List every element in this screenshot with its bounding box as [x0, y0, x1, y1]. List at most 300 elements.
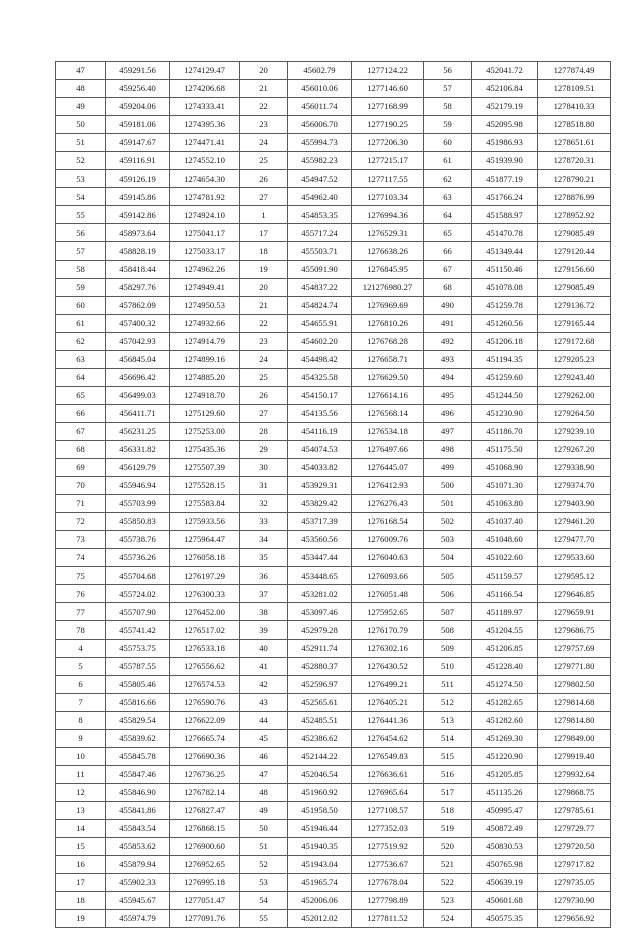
point-id-c-cell: 506 — [424, 585, 472, 603]
point-id-a-cell: 61 — [56, 314, 106, 332]
y-coord-b-cell: 1276549.83 — [352, 747, 424, 765]
y-coord-c-cell: 1278720.31 — [538, 152, 611, 170]
table-row — [56, 838, 611, 856]
table-row — [56, 206, 611, 224]
point-id-b-cell: 22 — [240, 98, 288, 116]
point-id-a-cell: 52 — [56, 152, 106, 170]
point-id-b-cell: 1 — [240, 206, 288, 224]
y-coord-c-cell: 1279264.50 — [538, 404, 611, 422]
point-id-a-cell: 56 — [56, 224, 106, 242]
table-row — [56, 856, 611, 874]
y-coord-b-cell: 1276170.79 — [352, 621, 424, 639]
y-coord-c-cell: 1279814.80 — [538, 711, 611, 729]
y-coord-b-cell: 1276845.95 — [352, 260, 424, 278]
y-coord-b-cell: 1277215.17 — [352, 152, 424, 170]
x-coord-a-cell: 455703.99 — [106, 495, 170, 513]
x-coord-a-cell: 455850.83 — [106, 513, 170, 531]
point-id-c-cell: 507 — [424, 603, 472, 621]
y-coord-c-cell: 1279403.90 — [538, 495, 611, 513]
x-coord-b-cell: 453560.56 — [288, 531, 352, 549]
y-coord-a-cell: 1276868.15 — [170, 819, 240, 837]
y-coord-c-cell: 1278109.51 — [538, 80, 611, 98]
y-coord-c-cell: 1279849.00 — [538, 729, 611, 747]
y-coord-c-cell: 1279267.20 — [538, 440, 611, 458]
x-coord-a-cell: 456231.25 — [106, 422, 170, 440]
x-coord-b-cell: 451940.35 — [288, 838, 352, 856]
y-coord-b-cell: 1276614.16 — [352, 386, 424, 404]
y-coord-c-cell: 1279757.69 — [538, 639, 611, 657]
y-coord-a-cell: 1274333.41 — [170, 98, 240, 116]
point-id-b-cell: 41 — [240, 657, 288, 675]
x-coord-b-cell: 454962.40 — [288, 188, 352, 206]
x-coord-b-cell: 456010.06 — [288, 80, 352, 98]
y-coord-c-cell: 1278952.92 — [538, 206, 611, 224]
y-coord-a-cell: 1276622.09 — [170, 711, 240, 729]
y-coord-a-cell: 1276556.62 — [170, 657, 240, 675]
table-row — [56, 368, 611, 386]
y-coord-a-cell: 1274129.47 — [170, 62, 240, 80]
point-id-b-cell: 32 — [240, 495, 288, 513]
y-coord-b-cell: 1276534.18 — [352, 422, 424, 440]
y-coord-b-cell: 1276040.63 — [352, 549, 424, 567]
y-coord-c-cell: 1279730.90 — [538, 892, 611, 910]
point-id-b-cell: 44 — [240, 711, 288, 729]
x-coord-c-cell: 451189.97 — [472, 603, 538, 621]
x-coord-c-cell: 451282.60 — [472, 711, 538, 729]
table-row — [56, 513, 611, 531]
point-id-a-cell: 5 — [56, 657, 106, 675]
y-coord-c-cell: 1279932.64 — [538, 765, 611, 783]
point-id-a-cell: 48 — [56, 80, 106, 98]
x-coord-a-cell: 455843.54 — [106, 819, 170, 837]
table-row — [56, 350, 611, 368]
x-coord-c-cell: 450601.68 — [472, 892, 538, 910]
table-row — [56, 567, 611, 585]
y-coord-a-cell: 1276058.18 — [170, 549, 240, 567]
x-coord-b-cell: 454074.53 — [288, 440, 352, 458]
x-coord-c-cell: 450872.49 — [472, 819, 538, 837]
y-coord-b-cell: 1277190.25 — [352, 116, 424, 134]
point-id-b-cell: 25 — [240, 152, 288, 170]
point-id-b-cell: 43 — [240, 693, 288, 711]
point-id-a-cell: 12 — [56, 783, 106, 801]
y-coord-b-cell: 1277146.60 — [352, 80, 424, 98]
x-coord-a-cell: 455724.02 — [106, 585, 170, 603]
table-row — [56, 170, 611, 188]
y-coord-c-cell: 1279595.12 — [538, 567, 611, 585]
x-coord-c-cell: 451260.56 — [472, 314, 538, 332]
table-row — [56, 477, 611, 495]
point-id-b-cell: 54 — [240, 892, 288, 910]
x-coord-a-cell: 455839.62 — [106, 729, 170, 747]
table-row — [56, 224, 611, 242]
point-id-a-cell: 53 — [56, 170, 106, 188]
y-coord-a-cell: 1276782.14 — [170, 783, 240, 801]
x-coord-c-cell: 450830.53 — [472, 838, 538, 856]
y-coord-a-cell: 1274552.10 — [170, 152, 240, 170]
x-coord-a-cell: 455879.94 — [106, 856, 170, 874]
y-coord-c-cell: 1279659.91 — [538, 603, 611, 621]
point-id-c-cell: 524 — [424, 910, 472, 928]
x-coord-a-cell: 456845.04 — [106, 350, 170, 368]
x-coord-b-cell: 454824.74 — [288, 296, 352, 314]
x-coord-a-cell: 459291.56 — [106, 62, 170, 80]
y-coord-a-cell: 1275435.36 — [170, 440, 240, 458]
y-coord-c-cell: 1278876.99 — [538, 188, 611, 206]
x-coord-a-cell: 456411.71 — [106, 404, 170, 422]
y-coord-c-cell: 1279868.75 — [538, 783, 611, 801]
x-coord-a-cell: 455946.94 — [106, 477, 170, 495]
point-id-b-cell: 31 — [240, 477, 288, 495]
x-coord-a-cell: 459126.19 — [106, 170, 170, 188]
point-id-c-cell: 68 — [424, 278, 472, 296]
x-coord-b-cell: 452485.51 — [288, 711, 352, 729]
y-coord-c-cell: 1279461.20 — [538, 513, 611, 531]
point-id-a-cell: 75 — [56, 567, 106, 585]
point-id-a-cell: 17 — [56, 874, 106, 892]
x-coord-c-cell: 452106.84 — [472, 80, 538, 98]
point-id-b-cell: 23 — [240, 116, 288, 134]
x-coord-a-cell: 459147.67 — [106, 134, 170, 152]
y-coord-a-cell: 1275041.17 — [170, 224, 240, 242]
y-coord-b-cell: 1276638.26 — [352, 242, 424, 260]
table-row — [56, 892, 611, 910]
x-coord-a-cell: 455902.33 — [106, 874, 170, 892]
y-coord-c-cell: 1279771.80 — [538, 657, 611, 675]
point-id-c-cell: 62 — [424, 170, 472, 188]
point-id-b-cell: 24 — [240, 350, 288, 368]
point-id-a-cell: 62 — [56, 332, 106, 350]
point-id-a-cell: 67 — [56, 422, 106, 440]
point-id-c-cell: 522 — [424, 874, 472, 892]
point-id-b-cell: 19 — [240, 260, 288, 278]
point-id-b-cell: 30 — [240, 459, 288, 477]
x-coord-c-cell: 451135.26 — [472, 783, 538, 801]
y-coord-c-cell: 1279720.50 — [538, 838, 611, 856]
point-id-a-cell: 71 — [56, 495, 106, 513]
y-coord-c-cell: 1279120.44 — [538, 242, 611, 260]
x-coord-c-cell: 451877.19 — [472, 170, 538, 188]
table-row — [56, 729, 611, 747]
point-id-c-cell: 495 — [424, 386, 472, 404]
x-coord-b-cell: 454853.35 — [288, 206, 352, 224]
y-coord-a-cell: 1276736.25 — [170, 765, 240, 783]
point-id-a-cell: 11 — [56, 765, 106, 783]
point-id-b-cell: 47 — [240, 765, 288, 783]
point-id-b-cell: 38 — [240, 603, 288, 621]
point-id-c-cell: 518 — [424, 801, 472, 819]
x-coord-b-cell: 452979.28 — [288, 621, 352, 639]
y-coord-b-cell: 1276658.71 — [352, 350, 424, 368]
point-id-a-cell: 4 — [56, 639, 106, 657]
point-id-a-cell: 15 — [56, 838, 106, 856]
y-coord-c-cell: 1279172.68 — [538, 332, 611, 350]
x-coord-c-cell: 451220.90 — [472, 747, 538, 765]
point-id-a-cell: 72 — [56, 513, 106, 531]
y-coord-b-cell: 1277798.89 — [352, 892, 424, 910]
x-coord-b-cell: 454150.17 — [288, 386, 352, 404]
y-coord-a-cell: 1274962.26 — [170, 260, 240, 278]
y-coord-c-cell: 1279717.82 — [538, 856, 611, 874]
point-id-c-cell: 59 — [424, 116, 472, 134]
point-id-c-cell: 496 — [424, 404, 472, 422]
point-id-a-cell: 64 — [56, 368, 106, 386]
x-coord-b-cell: 454602.20 — [288, 332, 352, 350]
y-coord-a-cell: 1277051.47 — [170, 892, 240, 910]
point-id-c-cell: 509 — [424, 639, 472, 657]
x-coord-c-cell: 451259.60 — [472, 368, 538, 386]
point-id-b-cell: 18 — [240, 242, 288, 260]
table-row — [56, 531, 611, 549]
y-coord-c-cell: 1278518.80 — [538, 116, 611, 134]
point-id-c-cell: 519 — [424, 819, 472, 837]
x-coord-a-cell: 459142.86 — [106, 206, 170, 224]
x-coord-b-cell: 452006.06 — [288, 892, 352, 910]
x-coord-a-cell: 455736.26 — [106, 549, 170, 567]
y-coord-a-cell: 1274885.20 — [170, 368, 240, 386]
table-row — [56, 675, 611, 693]
table-row — [56, 260, 611, 278]
point-id-c-cell: 516 — [424, 765, 472, 783]
x-coord-c-cell: 451206.18 — [472, 332, 538, 350]
point-id-c-cell: 64 — [424, 206, 472, 224]
y-coord-b-cell: 1276497.66 — [352, 440, 424, 458]
point-id-b-cell: 25 — [240, 368, 288, 386]
x-coord-a-cell: 456696.42 — [106, 368, 170, 386]
x-coord-b-cell: 452911.74 — [288, 639, 352, 657]
point-id-b-cell: 22 — [240, 314, 288, 332]
x-coord-a-cell: 459181.06 — [106, 116, 170, 134]
y-coord-a-cell: 1275964.47 — [170, 531, 240, 549]
x-coord-b-cell: 454033.82 — [288, 459, 352, 477]
y-coord-a-cell: 1276517.02 — [170, 621, 240, 639]
x-coord-c-cell: 451470.78 — [472, 224, 538, 242]
point-id-b-cell: 53 — [240, 874, 288, 892]
x-coord-c-cell: 452095.98 — [472, 116, 538, 134]
x-coord-a-cell: 459116.91 — [106, 152, 170, 170]
point-id-b-cell: 45 — [240, 729, 288, 747]
x-coord-b-cell: 453448.65 — [288, 567, 352, 585]
y-coord-c-cell: 1279239.10 — [538, 422, 611, 440]
table-row — [56, 819, 611, 837]
x-coord-a-cell: 456331.82 — [106, 440, 170, 458]
point-id-c-cell: 515 — [424, 747, 472, 765]
y-coord-c-cell: 1279156.60 — [538, 260, 611, 278]
y-coord-b-cell: 1276499.21 — [352, 675, 424, 693]
point-id-a-cell: 57 — [56, 242, 106, 260]
y-coord-a-cell: 1276197.29 — [170, 567, 240, 585]
table-row — [56, 495, 611, 513]
table-row — [56, 603, 611, 621]
y-coord-c-cell: 1279243.40 — [538, 368, 611, 386]
x-coord-b-cell: 452386.62 — [288, 729, 352, 747]
table-row — [56, 422, 611, 440]
point-id-b-cell: 20 — [240, 62, 288, 80]
table-row — [56, 747, 611, 765]
point-id-b-cell: 29 — [240, 440, 288, 458]
y-coord-a-cell: 1274899.16 — [170, 350, 240, 368]
x-coord-a-cell: 456129.79 — [106, 459, 170, 477]
point-id-b-cell: 34 — [240, 531, 288, 549]
table-row — [56, 188, 611, 206]
y-coord-b-cell: 1275952.65 — [352, 603, 424, 621]
x-coord-c-cell: 452041.72 — [472, 62, 538, 80]
x-coord-c-cell: 451244.50 — [472, 386, 538, 404]
table-row — [56, 80, 611, 98]
y-coord-a-cell: 1276533.18 — [170, 639, 240, 657]
x-coord-c-cell: 451349.44 — [472, 242, 538, 260]
y-coord-b-cell: 1276405.21 — [352, 693, 424, 711]
point-id-c-cell: 498 — [424, 440, 472, 458]
y-coord-c-cell: 1279735.05 — [538, 874, 611, 892]
table-row — [56, 296, 611, 314]
point-id-a-cell: 51 — [56, 134, 106, 152]
y-coord-a-cell: 1275033.17 — [170, 242, 240, 260]
y-coord-b-cell: 1276276.43 — [352, 495, 424, 513]
point-id-b-cell: 37 — [240, 585, 288, 603]
x-coord-b-cell: 452565.61 — [288, 693, 352, 711]
point-id-c-cell: 491 — [424, 314, 472, 332]
x-coord-c-cell: 451175.50 — [472, 440, 538, 458]
y-coord-a-cell: 1274654.30 — [170, 170, 240, 188]
y-coord-b-cell: 1277536.67 — [352, 856, 424, 874]
y-coord-a-cell: 1274914.79 — [170, 332, 240, 350]
x-coord-a-cell: 455707.90 — [106, 603, 170, 621]
point-id-c-cell: 494 — [424, 368, 472, 386]
point-id-a-cell: 73 — [56, 531, 106, 549]
point-id-c-cell: 492 — [424, 332, 472, 350]
point-id-b-cell: 27 — [240, 404, 288, 422]
y-coord-a-cell: 1274781.92 — [170, 188, 240, 206]
x-coord-c-cell: 451766.24 — [472, 188, 538, 206]
point-id-a-cell: 70 — [56, 477, 106, 495]
x-coord-c-cell: 451588.97 — [472, 206, 538, 224]
x-coord-c-cell: 451166.54 — [472, 585, 538, 603]
point-id-a-cell: 77 — [56, 603, 106, 621]
x-coord-c-cell: 451186.70 — [472, 422, 538, 440]
point-id-b-cell: 17 — [240, 224, 288, 242]
y-coord-a-cell: 1275933.56 — [170, 513, 240, 531]
y-coord-b-cell: 1276302.16 — [352, 639, 424, 657]
x-coord-a-cell: 458418.44 — [106, 260, 170, 278]
x-coord-b-cell: 453717.39 — [288, 513, 352, 531]
y-coord-c-cell: 1279205.23 — [538, 350, 611, 368]
y-coord-a-cell: 1274924.10 — [170, 206, 240, 224]
x-coord-c-cell: 451068.90 — [472, 459, 538, 477]
y-coord-a-cell: 1276665.74 — [170, 729, 240, 747]
x-coord-b-cell: 455091.90 — [288, 260, 352, 278]
y-coord-c-cell: 1278410.33 — [538, 98, 611, 116]
x-coord-c-cell: 451986.93 — [472, 134, 538, 152]
y-coord-b-cell: 1277678.04 — [352, 874, 424, 892]
point-id-c-cell: 517 — [424, 783, 472, 801]
point-id-c-cell: 65 — [424, 224, 472, 242]
y-coord-c-cell: 1279374.70 — [538, 477, 611, 495]
y-coord-b-cell: 1277811.52 — [352, 910, 424, 928]
y-coord-b-cell: 1277352.03 — [352, 819, 424, 837]
y-coord-a-cell: 1274918.70 — [170, 386, 240, 404]
point-id-c-cell: 56 — [424, 62, 472, 80]
point-id-a-cell: 59 — [56, 278, 106, 296]
point-id-b-cell: 50 — [240, 819, 288, 837]
x-coord-b-cell: 453929.31 — [288, 477, 352, 495]
y-coord-c-cell: 1279165.44 — [538, 314, 611, 332]
point-id-b-cell: 24 — [240, 134, 288, 152]
x-coord-b-cell: 454498.42 — [288, 350, 352, 368]
point-id-b-cell: 35 — [240, 549, 288, 567]
point-id-a-cell: 63 — [56, 350, 106, 368]
x-coord-b-cell: 451946.44 — [288, 819, 352, 837]
x-coord-b-cell: 451958.50 — [288, 801, 352, 819]
y-coord-a-cell: 1274932.66 — [170, 314, 240, 332]
x-coord-c-cell: 451259.78 — [472, 296, 538, 314]
x-coord-c-cell: 451078.08 — [472, 278, 538, 296]
table-row — [56, 711, 611, 729]
point-id-c-cell: 508 — [424, 621, 472, 639]
point-id-c-cell: 499 — [424, 459, 472, 477]
point-id-a-cell: 14 — [56, 819, 106, 837]
table-row — [56, 314, 611, 332]
point-id-c-cell: 493 — [424, 350, 472, 368]
point-id-a-cell: 60 — [56, 296, 106, 314]
y-coord-a-cell: 1276690.36 — [170, 747, 240, 765]
x-coord-a-cell: 455704.68 — [106, 567, 170, 585]
y-coord-a-cell: 1275129.60 — [170, 404, 240, 422]
x-coord-a-cell: 457862.09 — [106, 296, 170, 314]
x-coord-b-cell: 454655.91 — [288, 314, 352, 332]
table-row — [56, 459, 611, 477]
y-coord-b-cell: 1276568.14 — [352, 404, 424, 422]
y-coord-a-cell: 1276900.60 — [170, 838, 240, 856]
point-id-b-cell: 27 — [240, 188, 288, 206]
x-coord-c-cell: 451274.50 — [472, 675, 538, 693]
y-coord-b-cell: 1277124.22 — [352, 62, 424, 80]
point-id-b-cell: 42 — [240, 675, 288, 693]
y-coord-b-cell: 1276430.52 — [352, 657, 424, 675]
point-id-c-cell: 523 — [424, 892, 472, 910]
table-row — [56, 278, 611, 296]
x-coord-a-cell: 455787.55 — [106, 657, 170, 675]
y-coord-c-cell: 1278651.61 — [538, 134, 611, 152]
y-coord-b-cell: 1276412.93 — [352, 477, 424, 495]
table-row — [56, 801, 611, 819]
table-row — [56, 116, 611, 134]
table-row — [56, 98, 611, 116]
y-coord-c-cell: 1279085.49 — [538, 278, 611, 296]
x-coord-c-cell: 450639.19 — [472, 874, 538, 892]
point-id-c-cell: 521 — [424, 856, 472, 874]
x-coord-b-cell: 452046.54 — [288, 765, 352, 783]
y-coord-a-cell: 1276574.53 — [170, 675, 240, 693]
y-coord-c-cell: 1279477.70 — [538, 531, 611, 549]
y-coord-c-cell: 1279919.40 — [538, 747, 611, 765]
table-row — [56, 242, 611, 260]
point-id-a-cell: 16 — [56, 856, 106, 874]
x-coord-a-cell: 456499.03 — [106, 386, 170, 404]
x-coord-b-cell: 452144.22 — [288, 747, 352, 765]
point-id-b-cell: 21 — [240, 296, 288, 314]
x-coord-c-cell: 451071.30 — [472, 477, 538, 495]
table-row — [56, 404, 611, 422]
x-coord-b-cell: 453097.46 — [288, 603, 352, 621]
point-id-a-cell: 7 — [56, 693, 106, 711]
y-coord-b-cell: 1276629.50 — [352, 368, 424, 386]
x-coord-a-cell: 455847.46 — [106, 765, 170, 783]
x-coord-a-cell: 455805.46 — [106, 675, 170, 693]
y-coord-c-cell: 1279646.85 — [538, 585, 611, 603]
table-row — [56, 386, 611, 404]
x-coord-a-cell: 455753.75 — [106, 639, 170, 657]
